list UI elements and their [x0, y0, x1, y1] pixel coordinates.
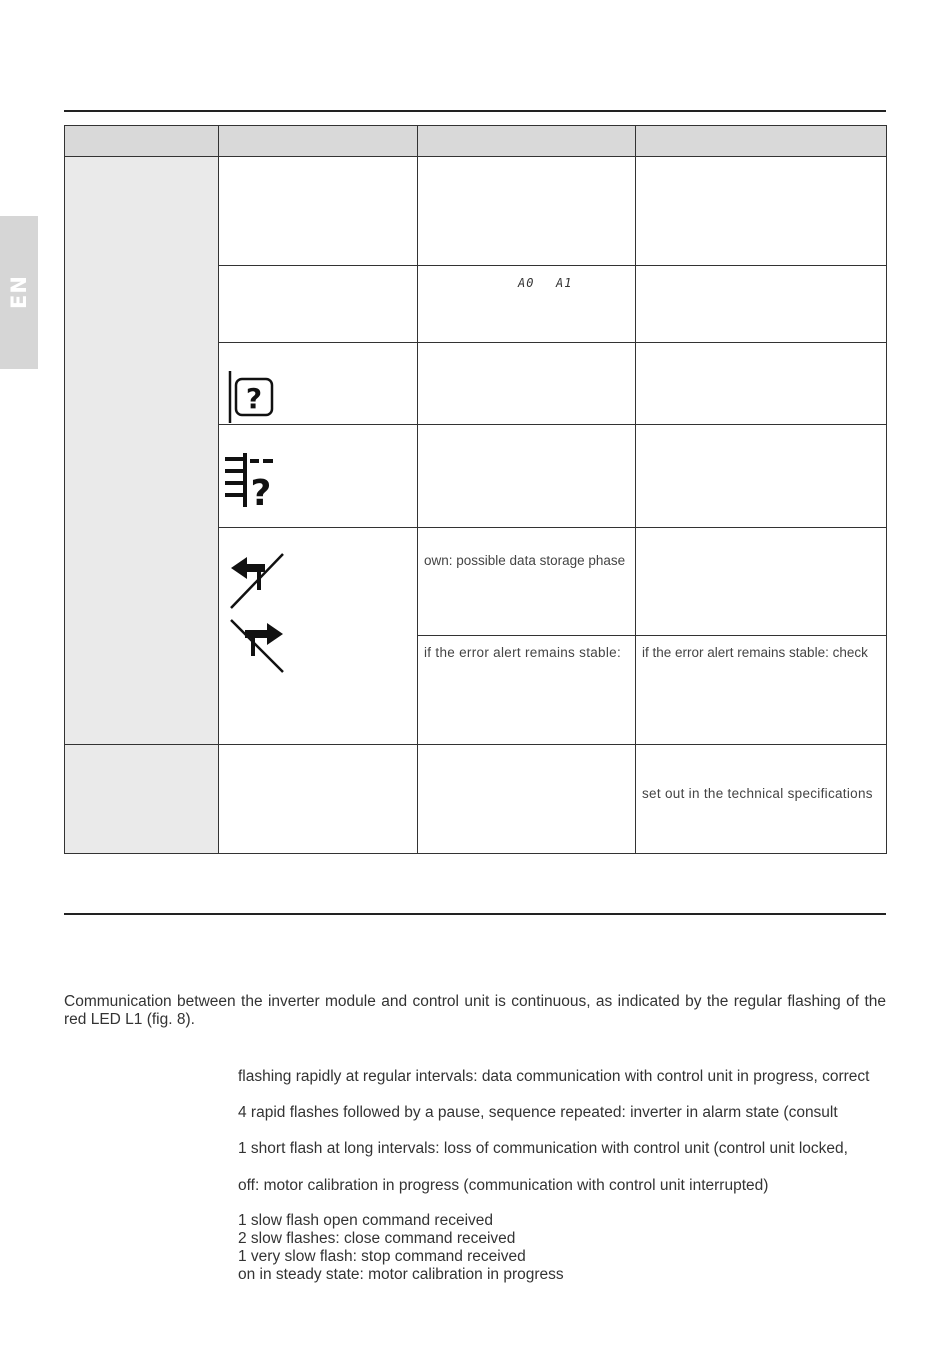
error-stable-text-b: if the error alert remains stable: check [642, 645, 868, 660]
error-stable-text-a: if the error alert remains stable: [424, 645, 622, 660]
table-cell [219, 266, 418, 343]
table-cell [418, 157, 636, 266]
led-command-item: 1 very slow flash: stop command received [238, 1248, 526, 1265]
header-cell [636, 126, 887, 157]
table-header-row [65, 126, 887, 157]
table-cell [418, 528, 636, 636]
communication-paragraph: Communication between the inverter module and control unit is continuous, as indicated by the regular flashing of the red LED L1 (fig. 8). [64, 993, 886, 1028]
table-cell [636, 425, 887, 528]
led-command-item: 1 slow flash open command received [238, 1212, 494, 1229]
table-cell [636, 157, 887, 266]
display-code-a0: A0 [518, 276, 535, 290]
table-row [65, 157, 887, 266]
led-command-item: 2 slow flashes: close command received [238, 1230, 516, 1247]
table-cell [219, 157, 418, 266]
header-cell [65, 126, 219, 157]
display-question-glyph: ? [245, 382, 263, 415]
group-cell [65, 745, 219, 854]
table-cell [418, 636, 636, 745]
storage-phase-text: own: possible data storage phase [424, 553, 626, 568]
language-tab[interactable] [0, 216, 38, 369]
display-question-icon [227, 367, 287, 427]
led-command-item: on in steady state: motor calibration in progress [238, 1266, 564, 1283]
led-state-item: flashing rapidly at regular intervals: data communication with control unit in progress, correct [238, 1068, 870, 1085]
table-row [65, 745, 887, 854]
table-cell [418, 425, 636, 528]
section-rule [64, 913, 886, 915]
table-cell [636, 636, 887, 745]
table-cell [636, 266, 887, 343]
led-state-item: 4 rapid flashes followed by a pause, sequence repeated: inverter in alarm state (consult [238, 1104, 838, 1121]
table-cell [636, 528, 887, 636]
table-cell [636, 343, 887, 425]
table-cell [219, 528, 418, 745]
diagnostics-table [64, 125, 887, 854]
table-cell [636, 745, 887, 854]
led-state-item: 1 short flash at long intervals: loss of communication with control unit (control unit locked, [238, 1140, 848, 1157]
header-cell [418, 126, 636, 157]
top-rule [64, 110, 886, 112]
table-cell [219, 745, 418, 854]
specs-text: set out in the technical specifications [642, 786, 873, 801]
table-cell [418, 266, 636, 343]
header-cell [219, 126, 418, 157]
table-cell [219, 425, 418, 528]
bus-question-icon [223, 449, 287, 513]
language-tab-label: EN [7, 275, 31, 309]
table-cell [418, 745, 636, 854]
group-cell [65, 157, 219, 745]
bus-question-glyph: ? [250, 473, 272, 513]
table-cell [219, 343, 418, 425]
display-code-a1: A1 [556, 276, 573, 290]
communication-error-icon [227, 550, 297, 680]
table-cell [418, 343, 636, 425]
led-state-item: off: motor calibration in progress (communication with control unit interrupted) [238, 1177, 769, 1194]
led-command-list [238, 1212, 886, 1284]
